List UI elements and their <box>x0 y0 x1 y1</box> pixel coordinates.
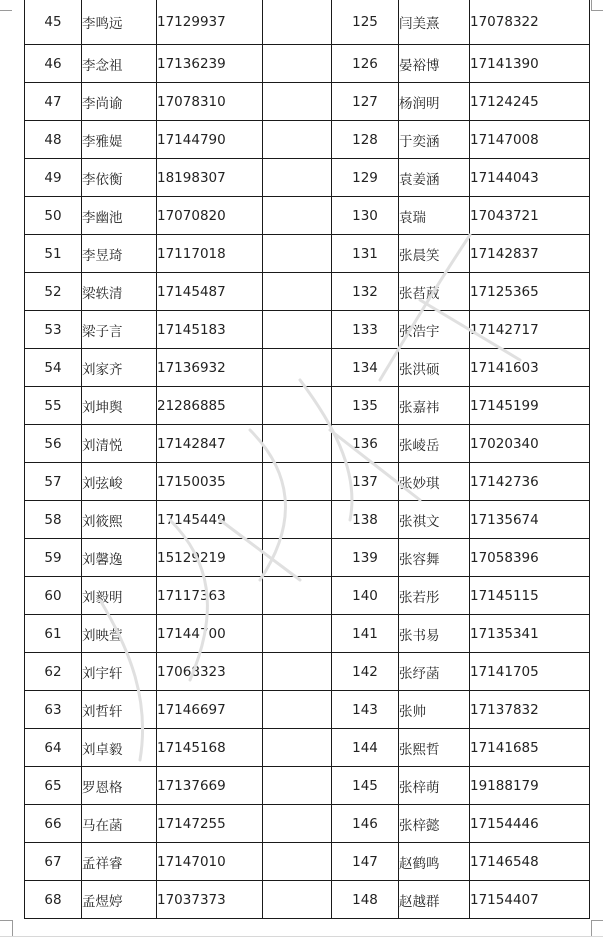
left-name-cell: 刘弦峻 <box>82 463 157 501</box>
left-id-cell: 17145183 <box>157 311 263 349</box>
right-name-cell: 赵鹤鸣 <box>399 843 470 881</box>
right-id-cell: 17043721 <box>470 197 590 235</box>
gap-cell <box>263 83 332 121</box>
left-no-cell: 63 <box>25 691 82 729</box>
crop-mark-bottom-right <box>591 920 603 921</box>
left-name-cell: 马在菡 <box>82 805 157 843</box>
right-name-cell: 张妙琪 <box>399 463 470 501</box>
right-id-cell: 17058396 <box>470 539 590 577</box>
gap-cell <box>263 387 332 425</box>
gap-cell <box>263 273 332 311</box>
left-no-cell: 64 <box>25 729 82 767</box>
left-name-cell: 刘坤舆 <box>82 387 157 425</box>
table-row <box>25 767 590 805</box>
right-name-cell: 闫美熹 <box>399 0 470 45</box>
left-no-cell: 51 <box>25 235 82 273</box>
gap-cell <box>263 0 332 45</box>
table-row <box>25 121 590 159</box>
left-no-cell: 59 <box>25 539 82 577</box>
table-row <box>25 653 590 691</box>
left-id-cell: 17037373 <box>157 881 263 919</box>
left-name-cell: 罗恩格 <box>82 767 157 805</box>
table-row <box>25 83 590 121</box>
right-id-cell: 17135341 <box>470 615 590 653</box>
crop-mark-bottom-left <box>0 920 12 921</box>
left-id-cell: 17146697 <box>157 691 263 729</box>
right-name-cell: 张晨笑 <box>399 235 470 273</box>
left-id-cell: 17144700 <box>157 615 263 653</box>
right-name-cell: 张熙哲 <box>399 729 470 767</box>
left-name-cell: 梁轶清 <box>82 273 157 311</box>
left-no-cell: 58 <box>25 501 82 539</box>
left-no-cell: 50 <box>25 197 82 235</box>
table-row <box>25 425 590 463</box>
left-name-cell: 刘宇轩 <box>82 653 157 691</box>
left-id-cell: 17137669 <box>157 767 263 805</box>
right-no-cell: 145 <box>332 767 399 805</box>
gap-cell <box>263 767 332 805</box>
right-id-cell: 17020340 <box>470 425 590 463</box>
left-name-cell: 刘家齐 <box>82 349 157 387</box>
right-id-cell: 17147008 <box>470 121 590 159</box>
gap-cell <box>263 501 332 539</box>
left-no-cell: 56 <box>25 425 82 463</box>
right-name-cell: 张崚岳 <box>399 425 470 463</box>
table-row <box>25 501 590 539</box>
gap-cell <box>263 577 332 615</box>
left-name-cell: 李雅媞 <box>82 121 157 159</box>
right-name-cell: 张洪硕 <box>399 349 470 387</box>
table-row <box>25 349 590 387</box>
right-name-cell: 赵越群 <box>399 881 470 919</box>
gap-cell <box>263 349 332 387</box>
table-row <box>25 615 590 653</box>
gap-cell <box>263 805 332 843</box>
right-no-cell: 126 <box>332 45 399 83</box>
left-id-cell: 21286885 <box>157 387 263 425</box>
right-id-cell: 17142717 <box>470 311 590 349</box>
table-row <box>25 159 590 197</box>
right-no-cell: 135 <box>332 387 399 425</box>
gap-cell <box>263 235 332 273</box>
crop-mark-top-left <box>0 10 12 11</box>
right-no-cell: 130 <box>332 197 399 235</box>
left-no-cell: 52 <box>25 273 82 311</box>
gap-cell <box>263 45 332 83</box>
left-no-cell: 54 <box>25 349 82 387</box>
left-no-cell: 62 <box>25 653 82 691</box>
crop-mark-top-right-vertical <box>591 0 592 10</box>
right-no-cell: 146 <box>332 805 399 843</box>
left-id-cell: 15129219 <box>157 539 263 577</box>
roster-body <box>25 0 590 919</box>
right-no-cell: 147 <box>332 843 399 881</box>
right-no-cell: 140 <box>332 577 399 615</box>
left-name-cell: 李昱琦 <box>82 235 157 273</box>
left-no-cell: 60 <box>25 577 82 615</box>
right-id-cell: 17144043 <box>470 159 590 197</box>
left-no-cell: 49 <box>25 159 82 197</box>
left-name-cell: 刘卓毅 <box>82 729 157 767</box>
right-name-cell: 张若彤 <box>399 577 470 615</box>
table-row <box>25 387 590 425</box>
table-row <box>25 577 590 615</box>
right-id-cell: 17141685 <box>470 729 590 767</box>
left-no-cell: 67 <box>25 843 82 881</box>
left-id-cell: 17142847 <box>157 425 263 463</box>
left-name-cell: 李幽池 <box>82 197 157 235</box>
left-no-cell: 47 <box>25 83 82 121</box>
left-name-cell: 李依衡 <box>82 159 157 197</box>
left-id-cell: 17117363 <box>157 577 263 615</box>
crop-mark-top-right <box>591 10 603 11</box>
left-name-cell: 刘筱熙 <box>82 501 157 539</box>
gap-cell <box>263 425 332 463</box>
student-roster-table <box>24 0 590 919</box>
left-no-cell: 53 <box>25 311 82 349</box>
right-id-cell: 17142736 <box>470 463 590 501</box>
table-row <box>25 0 590 45</box>
right-name-cell: 张梓萌 <box>399 767 470 805</box>
right-name-cell: 张容舞 <box>399 539 470 577</box>
right-id-cell: 17141705 <box>470 653 590 691</box>
right-name-cell: 张浩宇 <box>399 311 470 349</box>
right-id-cell: 17154446 <box>470 805 590 843</box>
right-no-cell: 132 <box>332 273 399 311</box>
left-id-cell: 17078310 <box>157 83 263 121</box>
gap-cell <box>263 159 332 197</box>
right-no-cell: 129 <box>332 159 399 197</box>
right-no-cell: 125 <box>332 0 399 45</box>
table-row <box>25 197 590 235</box>
table-row <box>25 539 590 577</box>
right-name-cell: 杨润明 <box>399 83 470 121</box>
table-row <box>25 881 590 919</box>
gap-cell <box>263 691 332 729</box>
right-no-cell: 144 <box>332 729 399 767</box>
right-no-cell: 134 <box>332 349 399 387</box>
table-row <box>25 729 590 767</box>
table-row <box>25 45 590 83</box>
right-name-cell: 于奕涵 <box>399 121 470 159</box>
left-no-cell: 55 <box>25 387 82 425</box>
table-row <box>25 311 590 349</box>
right-no-cell: 142 <box>332 653 399 691</box>
left-name-cell: 李念祖 <box>82 45 157 83</box>
right-no-cell: 136 <box>332 425 399 463</box>
crop-mark-bottom-right-vertical <box>591 920 592 936</box>
right-no-cell: 143 <box>332 691 399 729</box>
right-no-cell: 139 <box>332 539 399 577</box>
left-id-cell: 17145449 <box>157 501 263 539</box>
left-name-cell: 孟煜婷 <box>82 881 157 919</box>
right-no-cell: 138 <box>332 501 399 539</box>
left-name-cell: 刘哲轩 <box>82 691 157 729</box>
left-no-cell: 57 <box>25 463 82 501</box>
gap-cell <box>263 615 332 653</box>
table-row <box>25 843 590 881</box>
table-row <box>25 691 590 729</box>
table-row <box>25 235 590 273</box>
left-id-cell: 17150035 <box>157 463 263 501</box>
left-id-cell: 17147010 <box>157 843 263 881</box>
right-id-cell: 17124245 <box>470 83 590 121</box>
left-name-cell: 梁子言 <box>82 311 157 349</box>
left-name-cell: 刘馨逸 <box>82 539 157 577</box>
right-id-cell: 17142837 <box>470 235 590 273</box>
gap-cell <box>263 881 332 919</box>
left-no-cell: 68 <box>25 881 82 919</box>
left-id-cell: 17068323 <box>157 653 263 691</box>
left-name-cell: 刘清悦 <box>82 425 157 463</box>
left-id-cell: 17136932 <box>157 349 263 387</box>
right-no-cell: 128 <box>332 121 399 159</box>
gap-cell <box>263 539 332 577</box>
right-id-cell: 17146548 <box>470 843 590 881</box>
gap-cell <box>263 653 332 691</box>
crop-mark-bottom-left-vertical <box>12 920 13 936</box>
right-name-cell: 张祺文 <box>399 501 470 539</box>
right-name-cell: 袁瑞 <box>399 197 470 235</box>
left-name-cell: 刘映萱 <box>82 615 157 653</box>
right-name-cell: 张嘉祎 <box>399 387 470 425</box>
right-no-cell: 148 <box>332 881 399 919</box>
left-name-cell: 李尚谕 <box>82 83 157 121</box>
left-id-cell: 17070820 <box>157 197 263 235</box>
gap-cell <box>263 843 332 881</box>
left-id-cell: 17129937 <box>157 0 263 45</box>
gap-cell <box>263 121 332 159</box>
left-id-cell: 18198307 <box>157 159 263 197</box>
right-name-cell: 张纾菡 <box>399 653 470 691</box>
right-name-cell: 张书易 <box>399 615 470 653</box>
right-name-cell: 张梓懿 <box>399 805 470 843</box>
right-name-cell: 晏裕博 <box>399 45 470 83</box>
gap-cell <box>263 729 332 767</box>
table-row <box>25 805 590 843</box>
right-name-cell: 张萏葳 <box>399 273 470 311</box>
left-id-cell: 17145487 <box>157 273 263 311</box>
right-id-cell: 17141390 <box>470 45 590 83</box>
right-id-cell: 17135674 <box>470 501 590 539</box>
left-no-cell: 45 <box>25 0 82 45</box>
gap-cell <box>263 463 332 501</box>
right-id-cell: 17078322 <box>470 0 590 45</box>
right-name-cell: 袁姜涵 <box>399 159 470 197</box>
gap-cell <box>263 197 332 235</box>
left-id-cell: 17144790 <box>157 121 263 159</box>
left-no-cell: 46 <box>25 45 82 83</box>
right-id-cell: 17137832 <box>470 691 590 729</box>
right-name-cell: 张帅 <box>399 691 470 729</box>
left-no-cell: 66 <box>25 805 82 843</box>
table-row <box>25 463 590 501</box>
right-id-cell: 17145199 <box>470 387 590 425</box>
left-id-cell: 17136239 <box>157 45 263 83</box>
right-id-cell: 17145115 <box>470 577 590 615</box>
right-no-cell: 141 <box>332 615 399 653</box>
left-name-cell: 刘毅明 <box>82 577 157 615</box>
left-id-cell: 17147255 <box>157 805 263 843</box>
left-name-cell: 李鸣远 <box>82 0 157 45</box>
right-id-cell: 17141603 <box>470 349 590 387</box>
right-id-cell: 19188179 <box>470 767 590 805</box>
right-no-cell: 131 <box>332 235 399 273</box>
left-id-cell: 17117018 <box>157 235 263 273</box>
table-row <box>25 273 590 311</box>
right-id-cell: 17154407 <box>470 881 590 919</box>
gap-cell <box>263 311 332 349</box>
left-no-cell: 65 <box>25 767 82 805</box>
left-no-cell: 48 <box>25 121 82 159</box>
right-no-cell: 127 <box>332 83 399 121</box>
right-id-cell: 17125365 <box>470 273 590 311</box>
left-id-cell: 17145168 <box>157 729 263 767</box>
left-name-cell: 孟祥睿 <box>82 843 157 881</box>
right-no-cell: 133 <box>332 311 399 349</box>
left-no-cell: 61 <box>25 615 82 653</box>
right-no-cell: 137 <box>332 463 399 501</box>
page-footer-rule <box>0 936 603 937</box>
